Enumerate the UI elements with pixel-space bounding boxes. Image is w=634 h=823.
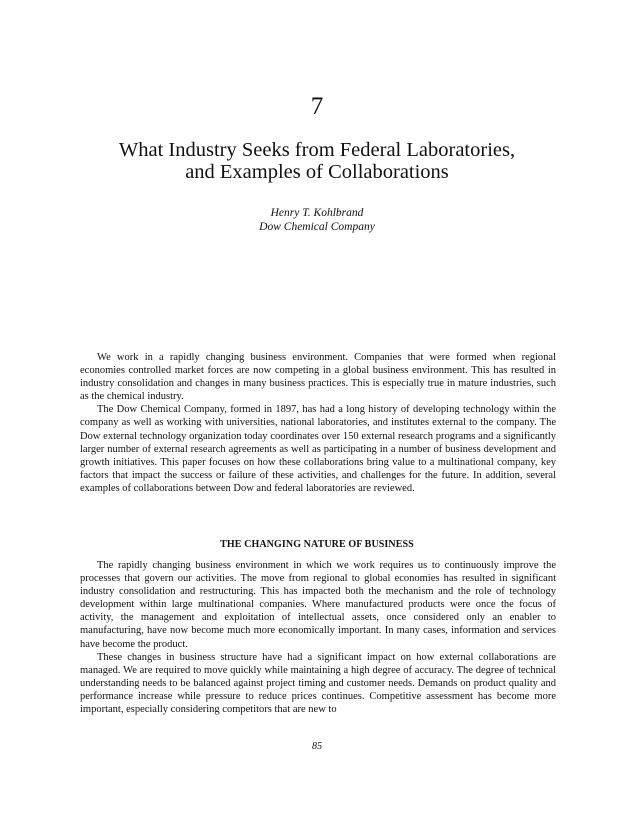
section-heading: THE CHANGING NATURE OF BUSINESS: [220, 539, 414, 550]
section-text: [80, 559, 556, 716]
author-block: [0, 206, 634, 234]
chapter-title: [60, 139, 574, 183]
section-paragraph-1: The rapidly changing business environment in which we work requires us to continuously improve the processes that govern our activities. The move from regional to global economies has resulted in significant industry consolidation and restructuring. This has impacted both the mechanism and the role of technology development within large multinational companies. Where manufactured products were once the focus of activity, the management and exploitation of intellectual assets, once considered only an enabler to manufacturing, have now become much more economically important. In many cases, information and services have become the product.: [80, 560, 556, 650]
page-number: 85: [312, 741, 322, 752]
author-name: Henry T. Kohlbrand: [270, 207, 364, 219]
intro-paragraph-1: We work in a rapidly changing business environment. Companies that were formed when regional economies controlled market forces are now competing in a global business environment. This has resulted in industry consolidation and changes in many business practices. This is especially true in mature industries, such as the chemical industry.: [80, 352, 556, 403]
intro-text: [80, 351, 556, 495]
chapter-title-line-2: and Examples of Collaborations: [185, 161, 449, 183]
chapter-number: 7: [310, 93, 324, 120]
section-paragraph-2: These changes in business structure have had a significant impact on how external collaborations are managed. We are required to move quickly while maintaining a high degree of accuracy. The degree of technical understanding needs to be balanced against project timing and customer needs. Demands on product quality and performance increase while pressure to reduce prices continues. Competitive assessment has become more important, especially considering competitors that are new to: [80, 651, 556, 716]
chapter-title-line-1: What Industry Seeks from Federal Laboratories,: [118, 139, 516, 161]
intro-paragraph-2: The Dow Chemical Company, formed in 1897, has had a long history of developing technology within the company as well as working with universities, national laboratories, and institutes external to the company. The Dow external technology organization today coordinates over 150 external research programs and a significantly larger number of external research agreements as well as participating in a number of business development and growth initiatives. This paper focuses on how these collaborations bring value to a multinational company, key factors that impact the success or failure of these activities, and challenges for the future. In addition, several examples of collaborations between Dow and federal laboratories are reviewed.: [80, 404, 556, 494]
author-affiliation: Dow Chemical Company: [259, 221, 375, 233]
